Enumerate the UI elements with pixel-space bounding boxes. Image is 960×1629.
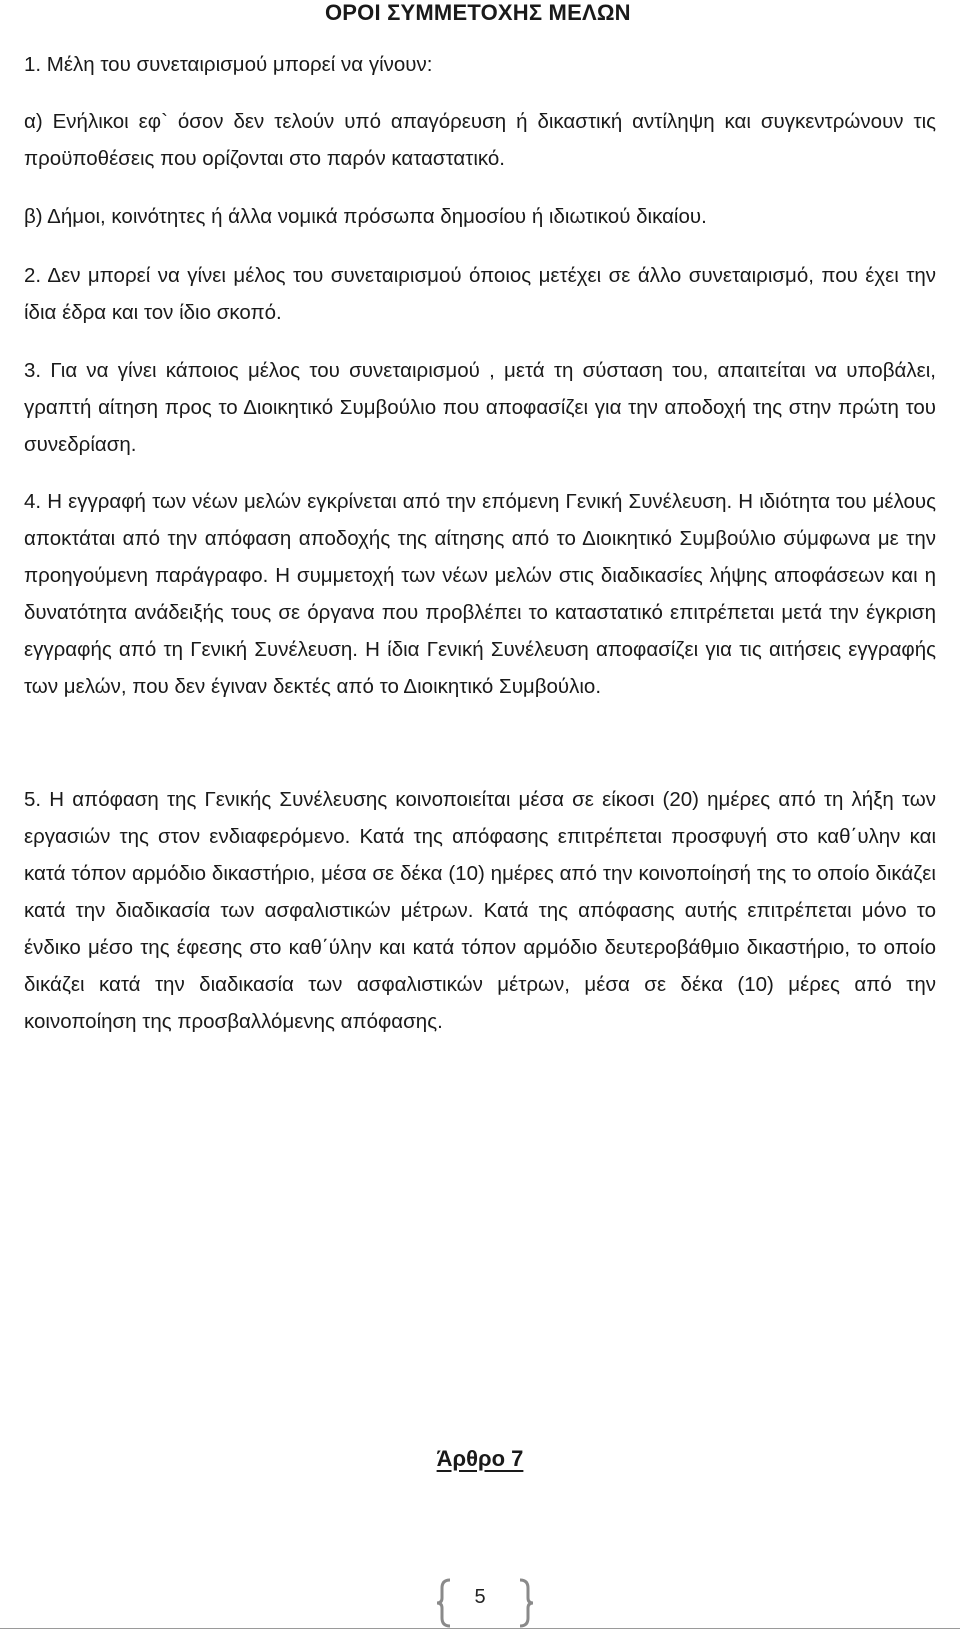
paragraph-1a: α) Ενήλικοι εφ` όσον δεν τελούν υπό απαγόρευση ή δικαστική αντίληψη και συγκεντρώνουν τις προϋποθέσεις που ορίζονται στο παρόν καταστατικό. bbox=[24, 110, 936, 170]
paragraph-2: 2. Δεν μπορεί να γίνει μέλος του συνεταιρισμού όποιος μετέχει σε άλλο συνεταιρισμό, που έχει την ίδια έδρα και τον ίδιο σκοπό. bbox=[24, 264, 936, 324]
paragraph-1b: β) Δήμοι, κοινότητες ή άλλα νομικά πρόσωπα δημοσίου ή ιδιωτικού δικαίου. bbox=[24, 205, 707, 228]
article-title: Άρθρο 7 bbox=[436, 1446, 524, 1471]
paragraph-3: 3. Για να γίνει κάποιος μέλος του συνεταιρισμού , μετά τη σύσταση του, απαιτείται να υποβάλει, γραπτή αίτηση προς το Διοικητικό Συμβούλιο που αποφασίζει για την αποδοχή της στην πρώτη του συνεδρίαση. bbox=[24, 359, 936, 456]
left-brace-icon bbox=[435, 1578, 453, 1628]
paragraph-1: 1. Μέλη του συνεταιρισμού μπορεί να γίνουν: bbox=[24, 53, 433, 76]
section-heading: ΟΡΟΙ ΣΥΜΜΕΤΟΧΗΣ ΜΕΛΩΝ bbox=[325, 0, 631, 25]
right-brace-icon bbox=[517, 1578, 535, 1628]
paragraph-4: 4. Η εγγραφή των νέων μελών εγκρίνεται από την επόμενη Γενική Συνέλευση. Η ιδιότητα του μέλους αποκτάται από την απόφαση αποδοχής της αίτησης από το Διοικητικό Συμβούλιο σύμφωνα με την προηγούμενη παράγραφο. Η συμμετοχή των νέων μελών στις διαδικασίες λήψης αποφάσεων και η δυνατότητα ανάδειξής τους σε όργανα που προβλέπει το καταστατικό επιτρέπεται μετά την έγκριση εγγραφής από τη Γενική Συνέλευση. Η ίδια Γενική Συνέλευση αποφασίζει για τις αιτήσεις εγγραφής των μελών, που δεν έγιναν δεκτές από το Διοικητικό Συμβούλιο. bbox=[24, 490, 936, 698]
paragraph-5: 5. Η απόφαση της Γενικής Συνέλευσης κοινοποιείται μέσα σε είκοσι (20) ημέρες από τη λήξη των εργασιών της στον ενδιαφερόμενο. Κατά της απόφασης επιτρέπεται προσφυγή στο καθ΄υλην και κατά τόπον αρμόδιο δικαστήριο, μέσα σε δέκα (10) ημέρες από την κοινοποίησή της το οποίο δικάζει κατά την διαδικασία των ασφαλιστικών μέτρων. Κατά της απόφασης αυτής επιτρέπεται μόνο το ένδικο μέσο της έφεσης στο καθ΄ύλην και κατά τόπον αρμόδιο δευτεροβάθμιο δικαστήριο, το οποίο δικάζει κατά την διαδικασία των ασφαλιστικών μέτρων, μέσα σε δέκα (10) μέρες από την κοινοποίηση της προσβαλλόμενης απόφασης. bbox=[24, 788, 936, 1033]
page-number: 5 bbox=[474, 1586, 486, 1608]
